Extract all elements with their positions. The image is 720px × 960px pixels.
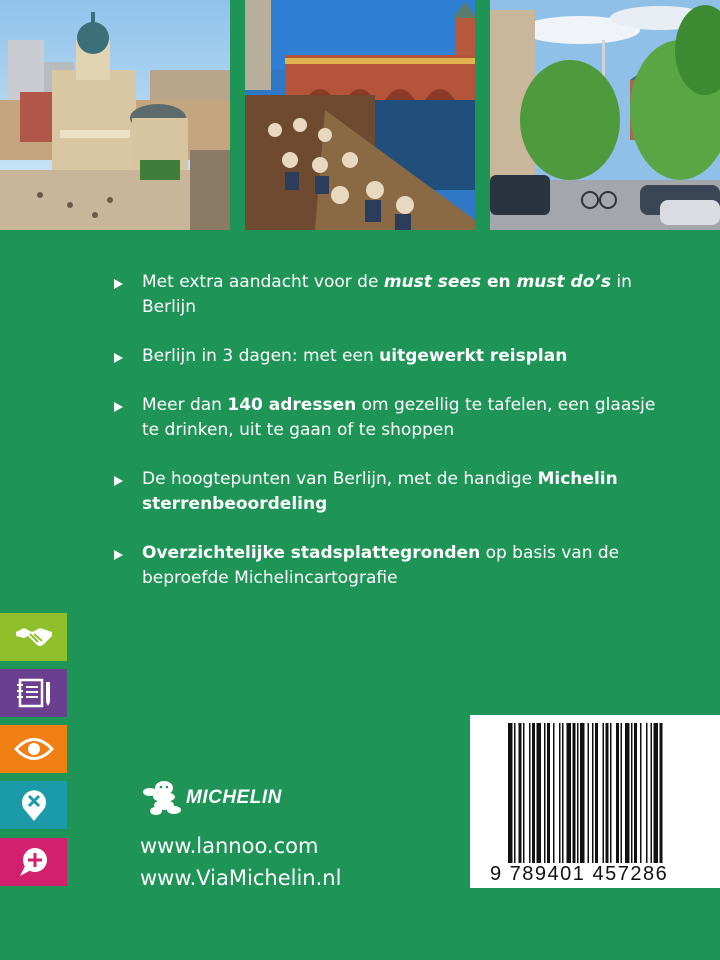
photo-oberbaumbruecke bbox=[245, 0, 475, 230]
feature-text: De hoogtepunten van Berlijn, met de handige bbox=[142, 469, 538, 489]
url-viamichelin[interactable]: www.ViaMichelin.nl bbox=[140, 866, 342, 890]
feature-text: Overzichtelijke stadsplattegronden bbox=[142, 543, 481, 563]
url-list bbox=[140, 830, 341, 894]
michelin-logo bbox=[140, 778, 282, 818]
feature-text: in Berlijn bbox=[142, 272, 632, 317]
side-tab-handshake bbox=[0, 613, 67, 661]
handshake-icon bbox=[14, 622, 54, 652]
feature-text: Michelin sterrenbeoordeling bbox=[142, 469, 618, 514]
feature-text: Met extra aandacht voor de bbox=[142, 272, 384, 292]
barcode-bars bbox=[508, 723, 698, 868]
notebook-icon bbox=[16, 678, 52, 708]
feature-text: 140 adressen bbox=[227, 395, 357, 415]
side-tab-speech-plus bbox=[0, 838, 67, 886]
feature-text: Meer dan bbox=[142, 395, 228, 415]
map-pin-cross-icon bbox=[19, 787, 49, 823]
feature-list bbox=[112, 270, 672, 591]
photo-berlin-street bbox=[490, 0, 720, 230]
feature-item bbox=[112, 270, 672, 320]
feature-text: om gezellig te tafelen, een glaasje te drinken, uit te gaan of te shoppen bbox=[142, 395, 656, 440]
url-lannoo[interactable]: www.lannoo.com bbox=[140, 834, 319, 858]
barcode bbox=[470, 715, 720, 888]
feature-text: en bbox=[481, 272, 517, 292]
feature-text: must sees bbox=[383, 272, 482, 292]
photo-gendarmenmarkt bbox=[0, 0, 230, 230]
feature-item bbox=[112, 541, 672, 591]
feature-item bbox=[112, 393, 672, 443]
side-tab-eye bbox=[0, 725, 67, 773]
eye-icon bbox=[14, 736, 54, 762]
michelin-man-icon bbox=[140, 780, 182, 816]
side-tab-notebook bbox=[0, 669, 67, 717]
side-tab-map-pin bbox=[0, 781, 67, 829]
feature-item bbox=[112, 344, 672, 369]
feature-item bbox=[112, 467, 672, 517]
feature-text: must do’s bbox=[516, 272, 611, 292]
feature-text: op basis van de beproefde Michelincartografie bbox=[142, 543, 620, 588]
barcode-number: 9 789401 457286 bbox=[490, 863, 669, 885]
feature-text: Berlijn in 3 dagen: met een bbox=[142, 346, 380, 366]
speech-plus-icon bbox=[17, 846, 51, 878]
brand-wordmark: MICHELIN bbox=[186, 787, 282, 808]
feature-text: uitgewerkt reisplan bbox=[379, 346, 568, 366]
